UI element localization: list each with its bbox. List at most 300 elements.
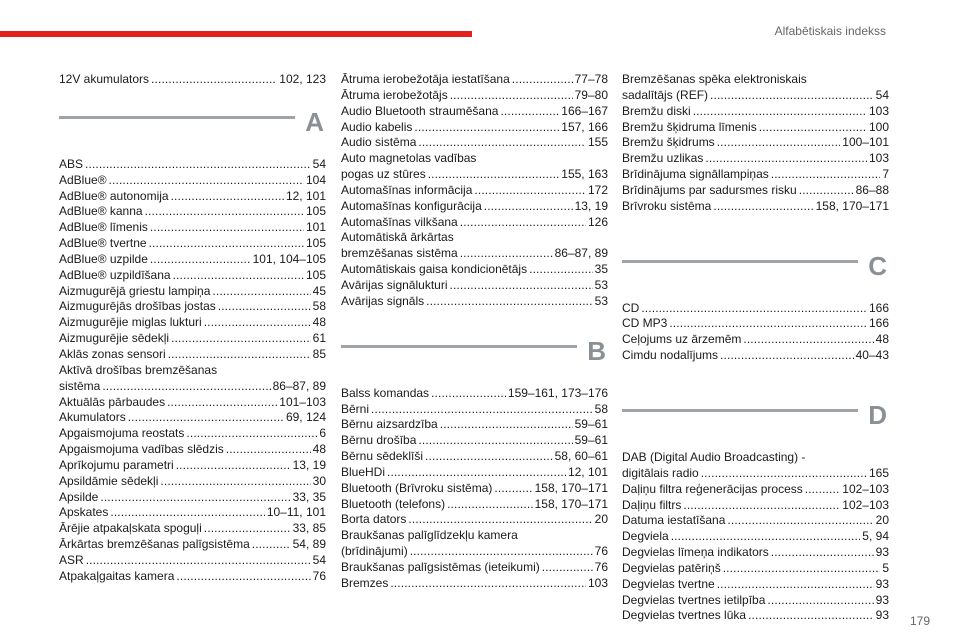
index-term: Akumulators [59,410,126,425]
index-term: Bremžu uzlikas [622,151,704,166]
page-reference: 33, 85 [292,521,326,536]
index-entry [341,183,608,199]
index-term: AdBlue® uzpilde [59,251,148,266]
page-reference: 105 [305,267,326,282]
index-term: Aprīkojumu parametri [59,457,174,472]
dot-leader [705,151,867,167]
index-entry [622,577,889,593]
index-term: CD [622,300,640,315]
dot-leader [743,332,873,348]
page-reference: 5 [882,560,889,575]
dot-leader [671,529,861,545]
dot-leader [204,315,311,331]
index-entry [341,120,608,136]
section-d-heading [622,400,889,442]
page-reference: 58, 60–61 [554,449,608,464]
dot-leader [460,246,553,262]
dot-leader [128,410,284,426]
index-entry [622,466,889,482]
dot-leader [748,608,874,624]
index-entry [341,278,608,294]
page-reference: 157, 166 [561,119,608,134]
dot-leader [529,262,593,278]
index-entry [341,449,608,465]
index-term: digitālais radio [622,465,699,480]
page-reference: 59–61 [574,417,608,432]
page-reference: 58 [594,401,608,416]
index-term: Bērni [341,401,370,416]
index-entry [341,294,608,310]
index-term: Bluetooth (telefons) [341,496,446,511]
index-term: Degvielas tvertne [622,576,715,591]
index-entry [59,331,326,347]
page-reference: 86–88 [855,182,889,197]
index-entry [59,442,326,458]
index-term: Datuma iestatīšana [622,513,726,528]
page-reference: 93 [875,592,889,607]
index-entry [59,220,326,236]
page-reference: 79–80 [574,87,608,102]
dot-leader [171,331,311,347]
page-reference: 105 [305,204,326,219]
dot-leader [494,481,532,497]
index-entry [622,498,889,514]
page-reference: 6 [319,426,326,441]
dot-leader [212,284,310,300]
page-reference: 20 [594,512,608,527]
index-entry [622,316,889,332]
index-entry [59,553,326,569]
page-reference: 48 [875,332,889,347]
index-term: Apskates [59,505,109,520]
page-reference: 93 [875,545,889,560]
entries-pre-a [59,72,326,88]
index-entry [622,135,889,151]
dot-leader [805,482,841,498]
dot-leader [428,167,560,183]
index-term: AdBlue® autonomija [59,188,169,203]
dot-leader [160,474,310,490]
index-entry [622,120,889,136]
index-entry [622,608,889,624]
index-entry [622,561,889,577]
page-reference: 48 [312,315,326,330]
index-entry [341,544,608,560]
page-reference: 155, 163 [561,167,608,182]
page-reference: 104 [305,172,326,187]
dot-leader [500,104,559,120]
section-divider [59,116,295,119]
index-entry [341,528,608,544]
page-reference: 13, 19 [574,198,608,213]
index-term: Daļiņu filtrs [622,497,682,512]
dot-leader [767,593,873,609]
index-entry [622,301,889,317]
dot-leader [204,521,291,537]
index-entry [622,593,889,609]
section-letter-d: D [868,399,887,430]
index-term: Automātiskā ārkārtas [341,230,454,245]
index-term: AdBlue® līmenis [59,220,148,235]
index-term: Ārkārtas bremzēšanas palīgsistēma [59,537,250,552]
dot-leader [484,199,573,215]
index-entry [622,529,889,545]
index-column-1 [59,72,326,585]
dot-leader [431,386,506,402]
index-entry [59,299,326,315]
dot-leader [110,505,264,521]
index-entry [341,230,608,246]
page-header-title: Alfabētiskais indekss [774,24,886,38]
dot-leader [387,465,566,481]
dot-leader [85,157,311,173]
page-reference: 69, 124 [285,410,326,425]
dot-leader [474,183,586,199]
index-entry [59,490,326,506]
index-column-3 [622,72,889,624]
section-divider [622,260,858,263]
index-term: 12V akumulators [59,72,150,86]
index-entry [59,173,326,189]
page-reference: 40–43 [855,348,889,363]
index-entry [341,72,608,88]
entries-pre-b [341,72,608,310]
index-entry [341,512,608,528]
index-entry [341,497,608,513]
dot-leader [150,252,251,268]
index-term: Bremžu diski [622,103,691,118]
index-entry [59,204,326,220]
section-c-heading [622,251,889,293]
index-term: BlueHDi [341,464,386,479]
page-reference: 86–87, 89 [272,378,326,393]
entries-d [622,450,889,624]
page-reference: 102–103 [842,481,889,496]
page-reference: 166 [868,316,889,331]
index-term: ASR [59,552,84,567]
page-reference: 93 [875,608,889,623]
index-entry [341,386,608,402]
dot-leader [410,544,593,560]
index-term: Bērnu sēdeklīši [341,449,424,464]
section-b-heading [341,336,608,378]
index-term: Aizmugurējā griestu lampiņa [59,283,211,298]
dot-leader [512,72,573,88]
page-reference: 172 [587,182,608,197]
index-term: Bremžu šķidruma līmenis [622,119,757,134]
dot-leader [145,204,304,220]
index-entry [622,482,889,498]
dot-leader [717,135,841,151]
index-entry [341,262,608,278]
dot-leader [150,220,304,236]
index-term: Bluetooth (Brīvroku sistēma) [341,480,493,495]
dot-leader [710,88,874,104]
page-number: 179 [909,614,930,628]
page-reference: 86–87, 89 [554,246,608,261]
index-entry [622,88,889,104]
dot-leader [176,458,291,474]
index-term: Apgaismojuma vadības slēdzis [59,442,224,457]
page-reference: 103 [587,575,608,590]
page-reference: 30 [312,473,326,488]
dot-leader [440,417,573,433]
index-term: Brīvroku sistēma [622,198,712,213]
index-entry [622,167,889,183]
page-reference: 166 [868,300,889,315]
index-entry [622,332,889,348]
index-term: Bremzēšanas spēka elektroniskais [622,72,807,86]
index-term: CD MP3 [622,316,668,331]
index-entry [341,88,608,104]
index-term: bremzēšanas sistēma [341,246,458,261]
page-reference: 126 [587,214,608,229]
index-entry [622,72,889,88]
index-term: AdBlue® uzpildīšana [59,267,171,282]
dot-leader [176,569,310,585]
index-term: Avārijas signālukturi [341,277,448,292]
index-entry [59,268,326,284]
page-reference: 12, 101 [567,464,608,479]
index-term: Apsildāmie sēdekļi [59,473,159,488]
index-term: Atpakaļgaitas kamera [59,568,175,583]
dot-leader [186,426,317,442]
index-term: Bremzes [341,575,389,590]
page-reference: 105 [305,236,326,251]
page-reference: 102–103 [842,497,889,512]
index-entry [341,433,608,449]
dot-leader [426,294,592,310]
dot-leader [167,395,277,411]
page-reference: 85 [312,346,326,361]
index-entry [341,417,608,433]
dot-leader [447,497,533,513]
page-reference: 77–78 [574,72,608,86]
index-term: Aktīvā drošības bremzēšanas [59,362,218,377]
index-entry [59,315,326,331]
index-term: (brīdinājumi) [341,544,408,559]
index-entry [59,521,326,537]
index-term: Degvielas tvertnes ietilpība [622,592,766,607]
index-term: Aizmugurējās drošības jostas [59,299,216,314]
dot-leader [771,545,874,561]
dot-leader [450,88,573,104]
page-reference: 101 [305,220,326,235]
index-term: sistēma [59,378,101,393]
index-term: Brīdinājuma signāllampiņas [622,167,769,182]
dot-leader [252,537,291,553]
index-entry [341,560,608,576]
index-term: Ātruma ierobežotājs [341,87,448,102]
dot-leader [683,498,840,514]
index-entry [59,284,326,300]
page-reference: 5, 94 [862,529,889,544]
index-term: Aizmugurējie miglas lukturi [59,315,202,330]
index-term: Aizmugurējie sēdekļi [59,331,170,346]
index-term: Audio Bluetooth straumēšana [341,103,499,118]
index-entry [59,252,326,268]
index-term: Automašīnas informācija [341,182,473,197]
page-reference: 54, 89 [292,537,326,552]
dot-leader [425,449,553,465]
index-entry [341,576,608,592]
page-reference: 100 [868,119,889,134]
page-reference: 165 [868,465,889,480]
page-reference: 76 [312,568,326,583]
index-entry [622,183,889,199]
index-entry [59,189,326,205]
index-term: Automātiskais gaisa kondicionētājs [341,262,528,277]
page-reference: 35 [594,262,608,277]
dot-leader [371,402,593,418]
dot-leader [102,379,270,395]
dot-leader [414,120,559,136]
dot-leader [717,577,874,593]
page-reference: 12, 101 [285,188,326,203]
page-reference: 53 [594,277,608,292]
index-term: DAB (Digital Audio Broadcasting) - [622,449,806,464]
index-term: Degvielas tvertnes lūka [622,608,747,623]
index-term: Ārējie atpakaļskata spoguļi [59,521,202,536]
dot-leader [418,135,586,151]
index-term: Bremžu šķidrums [622,135,715,150]
index-entry [341,151,608,167]
index-term: Avārijas signāls [341,293,425,308]
index-entry [59,410,326,426]
index-entry [622,513,889,529]
page-reference: 48 [312,442,326,457]
index-term: Daļiņu filtra reģenerācijas process [622,481,803,496]
index-entry [341,465,608,481]
dot-leader [171,189,284,205]
index-term: AdBlue® tvertne [59,236,147,251]
index-term: Brīdinājums par sadursmes risku [622,182,797,197]
page-reference: 10–11, 101 [266,505,326,520]
index-term: Balss komandas [341,385,430,400]
dot-leader [390,576,586,592]
page-reference: 101, 104–105 [252,251,326,266]
dot-leader [720,348,854,364]
index-entry [59,395,326,411]
entries-c [622,301,889,364]
dot-leader [669,316,867,332]
page-reference: 102, 123 [279,72,326,86]
page-reference: 61 [312,331,326,346]
index-term: Ceļojums uz ārzemēm [622,332,742,347]
dot-leader [701,466,867,482]
page-reference: 93 [875,576,889,591]
index-term: Automašīnas konfigurācija [341,198,482,213]
index-term: Bērnu aizsardzība [341,417,438,432]
dot-leader [693,104,867,120]
index-term: Audio sistēma [341,135,417,150]
index-entry [59,426,326,442]
section-divider [341,345,577,348]
dot-leader [450,278,593,294]
index-term: sadalītājs (REF) [622,87,709,102]
index-entry [59,379,326,395]
page-reference: 103 [868,151,889,166]
index-entry [59,569,326,585]
page-reference: 7 [882,167,889,182]
dot-leader [460,215,586,231]
index-term: Cimdu nodalījums [622,348,719,363]
page-reference: 155 [587,135,608,150]
index-entry [59,505,326,521]
index-entry [341,246,608,262]
index-term: pogas uz stūres [341,167,426,182]
dot-leader [149,236,304,252]
page-reference: 59–61 [574,433,608,448]
page-reference: 54 [875,87,889,102]
page-reference: 54 [312,156,326,171]
index-entry [622,199,889,215]
index-entry [341,199,608,215]
page-reference: 159–161, 173–176 [507,385,608,400]
index-term: Braukšanas palīgsistēmas (ieteikumi) [341,559,540,574]
index-entry [59,347,326,363]
dot-leader [218,299,311,315]
index-entry [59,72,326,88]
dot-leader [86,553,311,569]
index-entry [622,348,889,364]
index-entry [341,135,608,151]
index-term: Aklās zonas sensori [59,346,166,361]
dot-leader [713,199,813,215]
index-entry [59,537,326,553]
section-letter-c: C [868,250,887,281]
index-term: Degviela [622,529,669,544]
index-term: Auto magnetolas vadības [341,151,477,166]
page-reference: 20 [875,513,889,528]
index-entry [59,363,326,379]
index-entry [622,104,889,120]
dot-leader [723,561,881,577]
page-reference: 158, 170–171 [815,198,889,213]
dot-leader [226,442,311,458]
index-entry [59,474,326,490]
index-entry [341,167,608,183]
dot-leader [151,72,277,88]
index-entry [341,402,608,418]
page-reference: 100–101 [842,135,889,150]
index-term: AdBlue® [59,172,107,187]
index-entry [622,450,889,466]
dot-leader [727,513,873,529]
index-entry [622,151,889,167]
page-reference: 166–167 [561,103,608,118]
dot-leader [759,120,867,136]
page-reference: 33, 35 [292,489,326,504]
index-term: Apsilde [59,489,99,504]
index-term: Audio kabelis [341,119,413,134]
page-reference: 13, 19 [292,457,326,472]
dot-leader [418,433,572,449]
page-reference: 58 [312,299,326,314]
dot-leader [542,560,593,576]
section-letter-b: B [587,335,606,366]
index-entry [341,481,608,497]
page-reference: 45 [312,283,326,298]
dot-leader [641,301,867,317]
page-reference: 76 [594,559,608,574]
index-entry [59,157,326,173]
page-reference: 101–103 [279,394,326,409]
index-column-2 [341,72,608,592]
red-accent-bar [0,31,472,37]
page-reference: 103 [868,103,889,118]
index-entry [341,104,608,120]
